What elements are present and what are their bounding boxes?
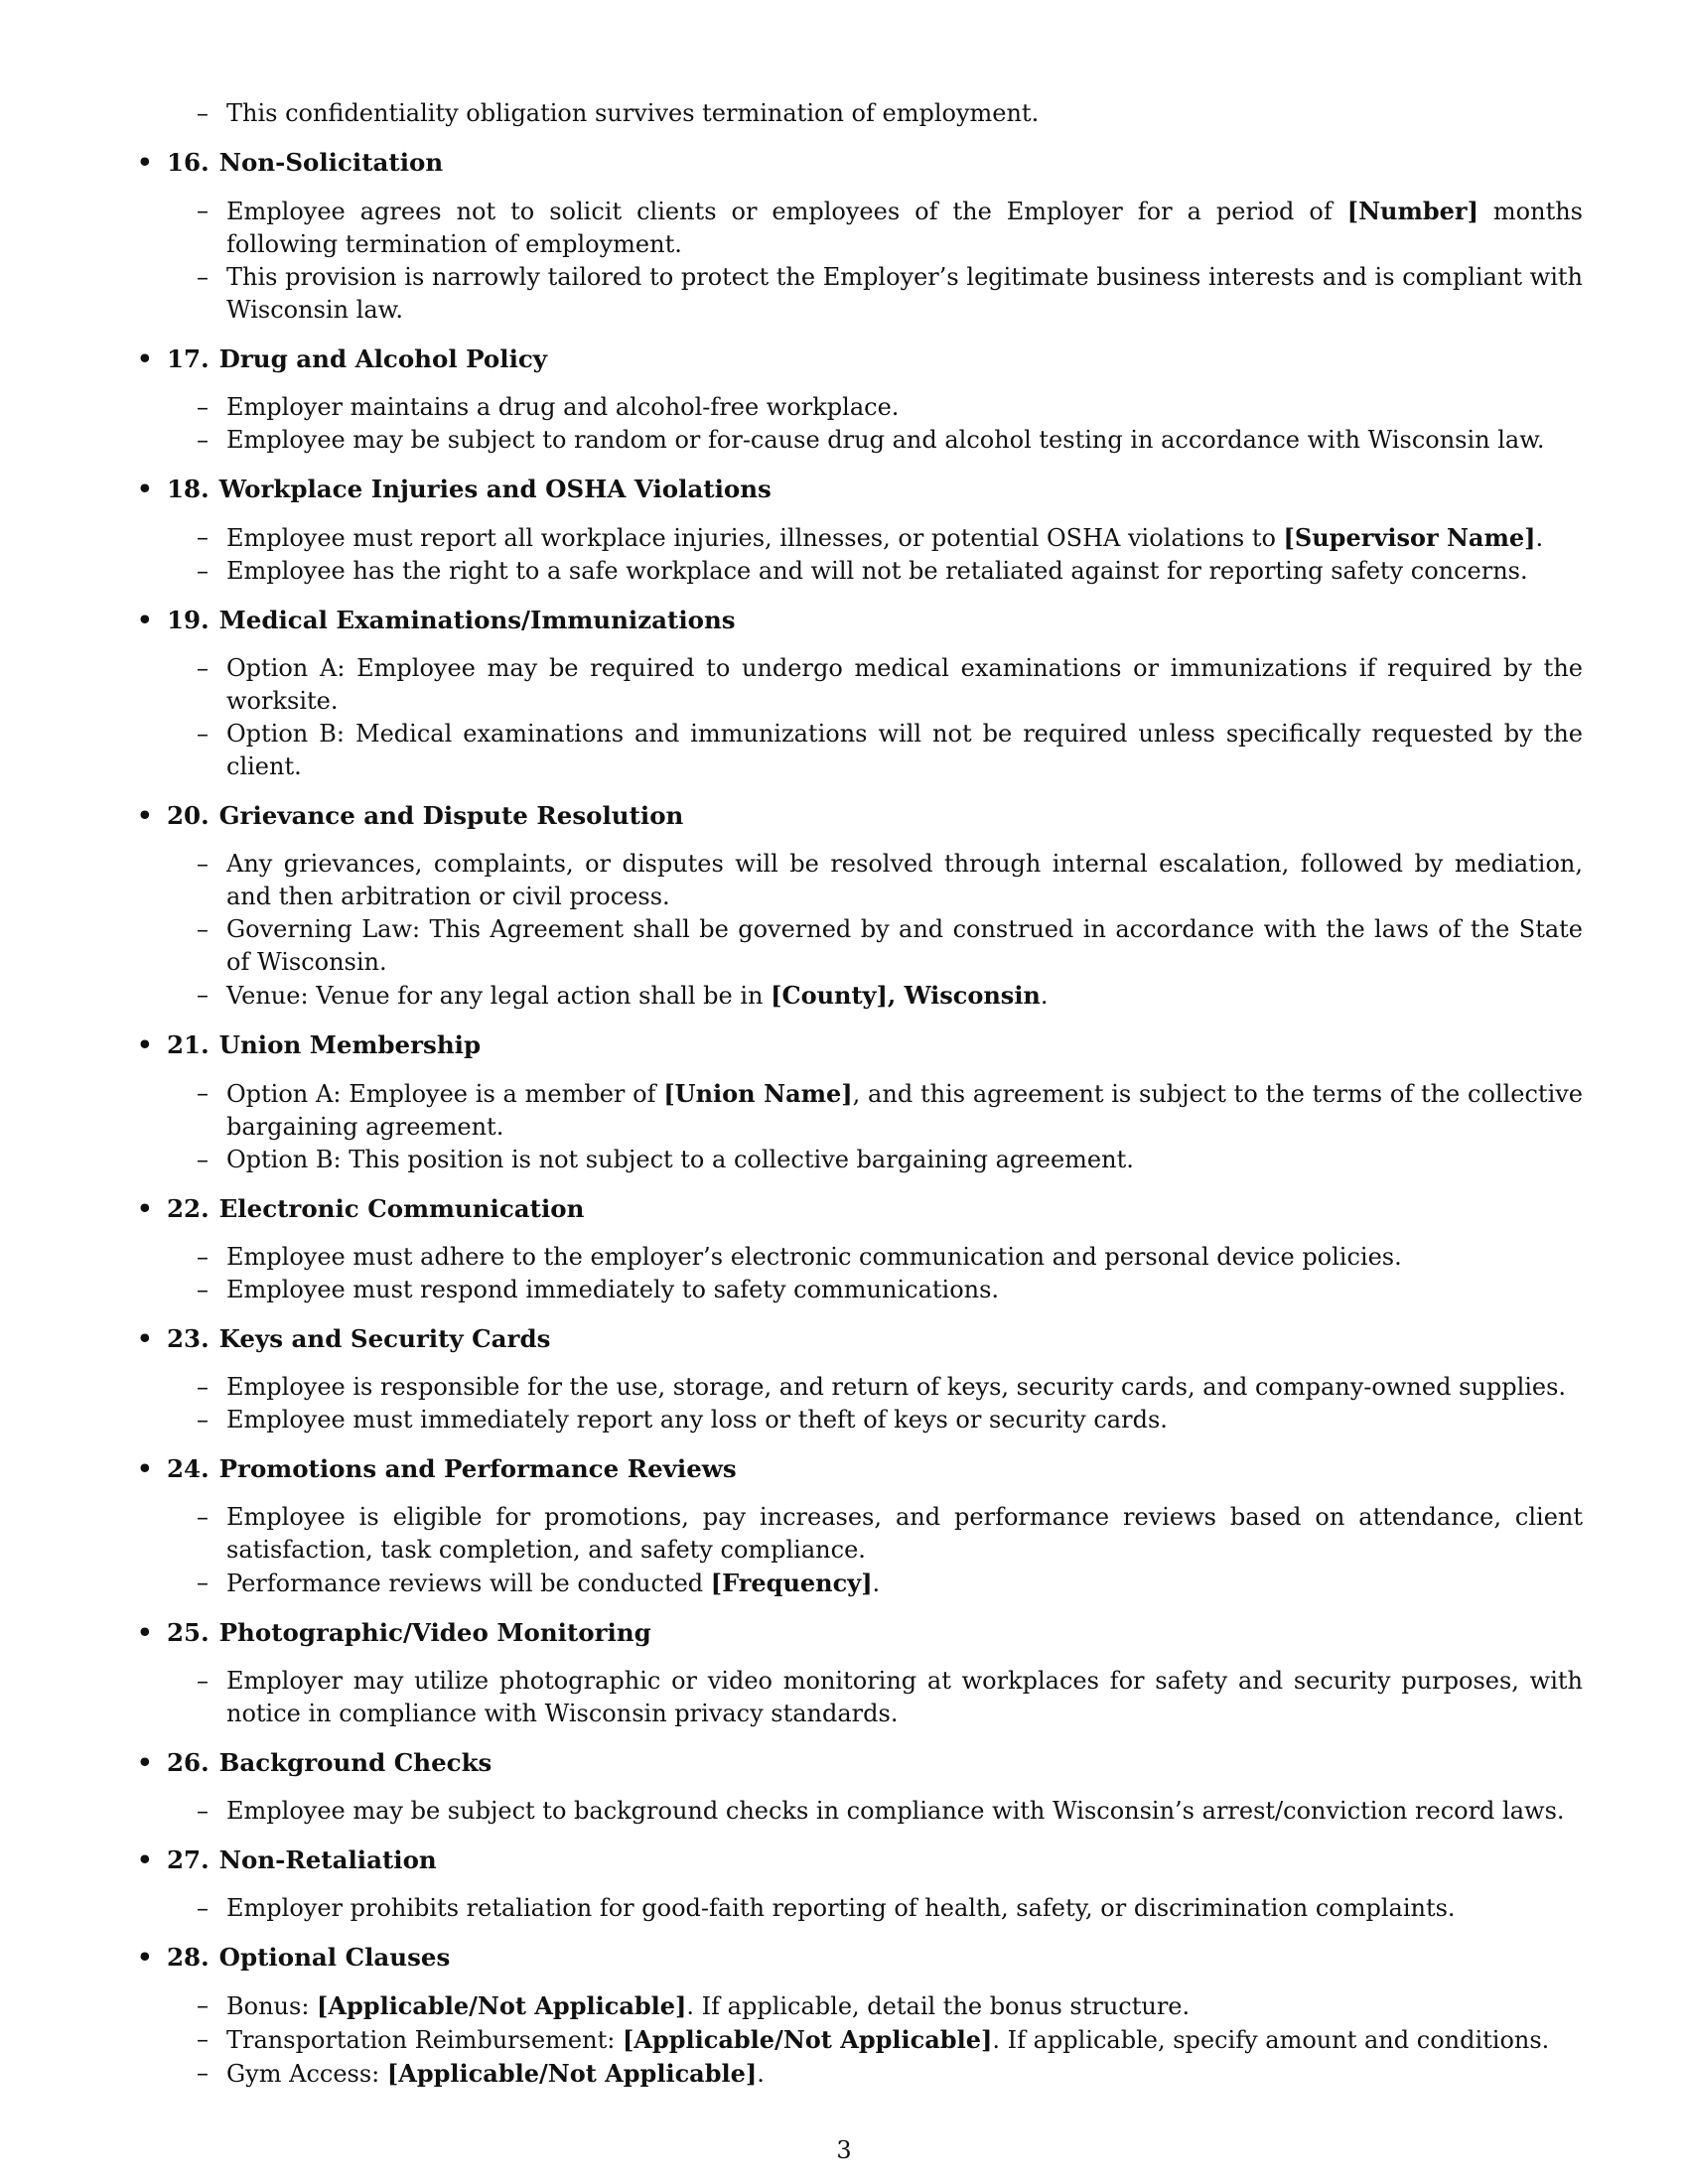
bullet-marker: • xyxy=(137,606,153,634)
dash-marker: – xyxy=(197,1569,209,1596)
bullet-marker: • xyxy=(137,475,153,503)
dash-marker: – xyxy=(197,915,209,943)
bullet-marker: • xyxy=(137,801,153,830)
clause-item xyxy=(137,1274,1583,1306)
placeholder-text: [Number] xyxy=(1346,197,1478,225)
section-number: 16. xyxy=(167,148,210,177)
clause-item xyxy=(137,261,1583,327)
section-heading xyxy=(137,1322,1583,1355)
section-title: Background Checks xyxy=(218,1748,492,1777)
section-heading xyxy=(137,146,1583,179)
dash-marker: – xyxy=(197,1797,209,1825)
clause-text: Employer maintains a drug and alcohol-free workplace. xyxy=(226,393,900,421)
dash-marker: – xyxy=(197,557,209,585)
section-title: Non-Retaliation xyxy=(218,1845,437,1874)
section-number: 17. xyxy=(167,344,210,373)
section-number: 26. xyxy=(167,1748,210,1777)
clause-item xyxy=(137,718,1583,783)
section-title: Photographic/Video Monitoring xyxy=(218,1618,651,1647)
section-heading xyxy=(137,1941,1583,1974)
dash-marker: – xyxy=(197,1406,209,1433)
clause-item xyxy=(137,1989,1583,2023)
clause-text: Option B: Medical examinations and immunizations will not be required unless specifically requested by the client. xyxy=(226,720,1583,780)
clause-item xyxy=(137,521,1583,555)
clause-text: Bonus: xyxy=(226,1992,318,2020)
section-title: Optional Clauses xyxy=(218,1943,451,1972)
section-title: Workplace Injuries and OSHA Violations xyxy=(218,475,772,503)
clause-text: Option B: This position is not subject to a collective bargaining agreement. xyxy=(226,1146,1134,1173)
clause-item xyxy=(137,1501,1583,1567)
clause-text: , and this agreement is subject to the terms of the collective bargaining agreement. xyxy=(226,1080,1583,1141)
section-title: Electronic Communication xyxy=(218,1194,585,1223)
clause-item xyxy=(137,1665,1583,1730)
placeholder-text: [Frequency] xyxy=(710,1569,873,1597)
section-title: Keys and Security Cards xyxy=(218,1324,551,1353)
section-number: 20. xyxy=(167,801,210,830)
section-title: Grievance and Dispute Resolution xyxy=(218,801,684,830)
section-heading xyxy=(137,473,1583,505)
placeholder-text: [Union Name] xyxy=(663,1079,853,1108)
clause-text: Venue: Venue for any legal action shall be in xyxy=(226,982,772,1010)
clause-text: . xyxy=(872,1570,881,1597)
clause-text: Employee has the right to a safe workplace and will not be retaliated against for reporting safety concerns. xyxy=(226,557,1528,585)
section-heading xyxy=(137,1616,1583,1649)
clause-item xyxy=(137,913,1583,979)
dash-marker: – xyxy=(197,1243,209,1271)
dash-marker: – xyxy=(197,426,209,454)
section-number: 18. xyxy=(167,475,210,503)
clause-item xyxy=(137,2023,1583,2057)
dash-marker: – xyxy=(197,720,209,748)
bullet-marker: • xyxy=(137,1454,153,1483)
dash-marker: – xyxy=(197,1276,209,1303)
bullet-marker: • xyxy=(137,148,153,177)
dash-marker: – xyxy=(197,1503,209,1531)
dash-marker: – xyxy=(197,197,209,224)
clause-item xyxy=(137,1795,1583,1828)
section-title: Medical Examinations/Immunizations xyxy=(218,606,736,634)
placeholder-text: [County], Wisconsin xyxy=(771,981,1041,1010)
dash-marker: – xyxy=(197,1373,209,1401)
clause-text: Employee must adhere to the employer’s electronic communication and personal device policies. xyxy=(226,1243,1402,1271)
section-title: Non-Solicitation xyxy=(218,148,444,177)
clause-item xyxy=(137,97,1583,130)
dash-marker: – xyxy=(197,981,209,1009)
section-number: 22. xyxy=(167,1194,210,1223)
section-heading xyxy=(137,799,1583,832)
dash-marker: – xyxy=(197,1146,209,1173)
dash-marker: – xyxy=(197,2025,209,2053)
clause-text: Gym Access: xyxy=(226,2060,387,2088)
dash-marker: – xyxy=(197,1991,209,2019)
bullet-marker: • xyxy=(137,1324,153,1353)
dash-marker: – xyxy=(197,1079,209,1107)
dash-marker: – xyxy=(197,393,209,421)
bullet-marker: • xyxy=(137,1748,153,1777)
section-heading xyxy=(137,1028,1583,1061)
section-title: Drug and Alcohol Policy xyxy=(218,344,548,373)
clause-text: . xyxy=(757,2060,765,2088)
section-number: 19. xyxy=(167,606,210,634)
section-number: 24. xyxy=(167,1454,210,1483)
clause-text: Employee must report all workplace injuries, illnesses, or potential OSHA violations to xyxy=(226,524,1284,552)
section-number: 23. xyxy=(167,1324,210,1353)
clause-item xyxy=(137,195,1583,261)
section-number: 27. xyxy=(167,1845,210,1874)
clause-text: Governing Law: This Agreement shall be governed by and construed in accordance with the laws of the State of Wisconsin. xyxy=(226,915,1583,976)
clause-text: months following termination of employment. xyxy=(226,198,1583,258)
clause-text: Employee agrees not to solicit clients or employees of the Employer for a period of xyxy=(226,198,1347,225)
section-heading xyxy=(137,342,1583,375)
dash-marker: – xyxy=(197,523,209,551)
clause-item xyxy=(137,1404,1583,1436)
section-heading xyxy=(137,1843,1583,1876)
placeholder-text: [Applicable/Not Applicable] xyxy=(386,2059,758,2088)
section-heading xyxy=(137,1192,1583,1225)
page-number: 3 xyxy=(836,2136,852,2164)
section-title: Promotions and Performance Reviews xyxy=(218,1454,737,1483)
dash-marker: – xyxy=(197,1894,209,1922)
section-heading xyxy=(137,604,1583,636)
bullet-marker: • xyxy=(137,344,153,373)
placeholder-text: [Supervisor Name] xyxy=(1283,523,1536,552)
clause-text: Employee is eligible for promotions, pay increases, and performance reviews based on attendance, client satisfaction, task completion, and safety compliance. xyxy=(226,1503,1583,1564)
clause-item xyxy=(137,1241,1583,1274)
clause-item xyxy=(137,1371,1583,1404)
bullet-marker: • xyxy=(137,1030,153,1059)
clause-item xyxy=(137,1077,1583,1144)
clause-text: Employer may utilize photographic or video monitoring at workplaces for safety and security purposes, with notice in compliance with Wisconsin privacy standards. xyxy=(226,1667,1583,1727)
clause-text: Any grievances, complaints, or disputes will be resolved through internal escalation, followed by mediation, and then arbitration or civil process. xyxy=(226,850,1583,910)
dash-marker: – xyxy=(197,99,209,127)
bullet-marker: • xyxy=(137,1943,153,1972)
section-number: 28. xyxy=(167,1943,210,1972)
placeholder-text: [Applicable/Not Applicable] xyxy=(317,1991,687,2020)
clause-text: Employee may be subject to random or for-cause drug and alcohol testing in accordance with Wisconsin law. xyxy=(226,426,1545,454)
clause-text: Employee must immediately report any loss or theft of keys or security cards. xyxy=(226,1406,1168,1433)
section-title: Union Membership xyxy=(218,1030,482,1059)
clause-text: . If applicable, specify amount and conditions. xyxy=(992,2026,1550,2054)
clause-text: Employee may be subject to background checks in compliance with Wisconsin’s arrest/conviction record laws. xyxy=(226,1797,1565,1825)
clause-text: Performance reviews will be conducted xyxy=(226,1570,711,1597)
clause-item xyxy=(137,652,1583,718)
bullet-marker: • xyxy=(137,1194,153,1223)
clause-item xyxy=(137,848,1583,913)
clause-text: This confidentiality obligation survives termination of employment. xyxy=(226,99,1040,127)
clause-item xyxy=(137,424,1583,457)
placeholder-text: [Applicable/Not Applicable] xyxy=(622,2025,993,2054)
clause-text: . xyxy=(1535,524,1544,552)
clause-text: Employee must respond immediately to safety communications. xyxy=(226,1276,1000,1303)
clause-item xyxy=(137,1892,1583,1925)
clause-item xyxy=(137,979,1583,1013)
dash-marker: – xyxy=(197,1667,209,1695)
bullet-marker: • xyxy=(137,1845,153,1874)
document-body xyxy=(137,97,1583,2091)
clause-text: Option A: Employee is a member of xyxy=(226,1080,664,1108)
dash-marker: – xyxy=(197,850,209,878)
dash-marker: – xyxy=(197,654,209,682)
clause-text: This provision is narrowly tailored to protect the Employer’s legitimate business interests and is compliant with Wisconsin law. xyxy=(226,263,1583,324)
clause-text: . xyxy=(1040,982,1049,1010)
clause-item xyxy=(137,555,1583,588)
section-number: 21. xyxy=(167,1030,210,1059)
clause-text: . If applicable, detail the bonus structure. xyxy=(686,1992,1191,2020)
clause-item xyxy=(137,1144,1583,1176)
section-number: 25. xyxy=(167,1618,210,1647)
section-heading xyxy=(137,1452,1583,1485)
clause-item xyxy=(137,391,1583,424)
clause-text: Option A: Employee may be required to undergo medical examinations or immunizations if required by the worksite. xyxy=(226,654,1583,715)
clause-text: Employer prohibits retaliation for good-faith reporting of health, safety, or discrimination complaints. xyxy=(226,1894,1456,1922)
clause-text: Employee is responsible for the use, storage, and return of keys, security cards, and company-owned supplies. xyxy=(226,1373,1567,1401)
clause-text: Transportation Reimbursement: xyxy=(226,2026,623,2054)
section-heading xyxy=(137,1746,1583,1779)
clause-item xyxy=(137,1567,1583,1600)
clause-item xyxy=(137,2057,1583,2091)
dash-marker: – xyxy=(197,263,209,291)
dash-marker: – xyxy=(197,2059,209,2087)
bullet-marker: • xyxy=(137,1618,153,1647)
